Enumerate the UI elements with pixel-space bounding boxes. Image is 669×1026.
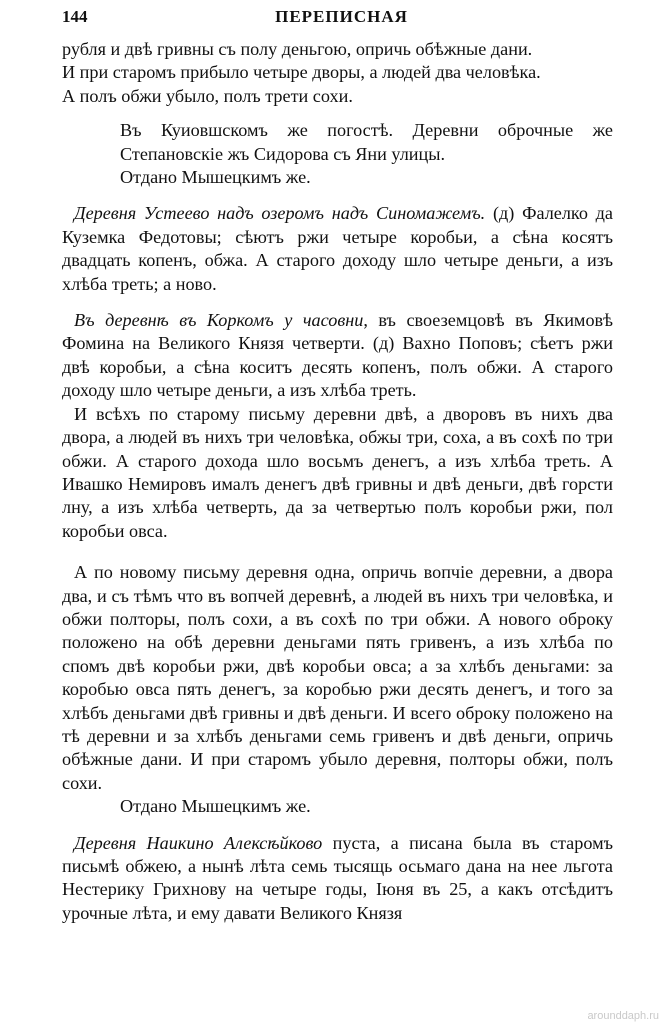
- running-title: ПЕРЕПИСНАЯ: [275, 7, 408, 26]
- paragraph: А по новому письму деревня одна, опричь вопчіе деревни, а двора два, и съ тѣмъ что въ вопчей деревнѣ, а людей въ нихъ три человѣка, и обжи полторы, полъ сохи, а въ сохѣ по три обжи. А нового оброку положено на обѣ деревни деньгами пять гривенъ, а изъ хлѣба по спомъ двѣ коробьи ржи, двѣ коробьи овса; а за хлѣбъ деньгами: за коробью овса пять денегъ, за коробью ржи десять денегъ, и того за хлѣбъ деньгами двѣ гривны и двѣ деньги. И всего оброку положено на тѣ деревни и за хлѣбъ деньгами семь гривенъ и двѣ деньги, опричь обѣжные дани. И при старомъ убыло деревня, полторы обжи, полъ сохи.: [62, 562, 613, 793]
- page-body: [62, 38, 613, 925]
- section-heading: Отдано Мышецкимъ же.: [120, 167, 311, 188]
- section-heading: Отдано Мышецкимъ же.: [120, 796, 311, 817]
- paragraph-text: , въ своеземцовѣ въ Якимовѣ Фомина на Великого Князя четверти. (д) Вахно Поповъ; сѣетъ ржи двѣ коробьи, а сѣна коситъ десять копенъ, полъ обжи. А старого доходу шло четыре деньги, а изъ хлѣба треть.: [62, 310, 613, 401]
- paragraph: [62, 202, 613, 296]
- paragraph: [62, 309, 613, 403]
- watermark: arounddaph.ru: [587, 1010, 659, 1022]
- village-name: Въ деревнѣ въ Коркомъ у часовни: [74, 310, 364, 331]
- text-line: рубля и двѣ гривны съ полу деньгою, опричь обѣжные дани.: [62, 39, 533, 59]
- text-line: И при старомъ прибыло четыре дворы, а людей два человѣка.: [62, 62, 541, 83]
- section-note: Въ Куиовшскомъ же погостѣ. Деревни оброчные же Степановскіе жъ Сидорова съ Яни улицы.: [120, 120, 613, 164]
- paragraph-text: пуста, а писана была въ старомъ письмѣ обжею, а нынѣ лѣта семь тысящь осьмаго дана на нее льгота Нестерику Грихнову на четыре годы, Іюня въ 25, а какъ отсѣдитъ урочные лѣта, и ему давати Великого Князя: [62, 832, 613, 923]
- text-line: А полъ обжи убыло, полъ трети сохи.: [62, 85, 353, 106]
- page-number: 144: [62, 7, 88, 26]
- village-name: Деревня Наикино Алексѣйково: [74, 832, 323, 853]
- village-name: Деревня Устеево надъ озеромъ надъ Синомажемъ.: [74, 203, 486, 224]
- page-header: [62, 4, 621, 30]
- paragraph: И всѣхъ по старому письму деревни двѣ, а дворовъ въ нихъ два двора, а людей въ нихъ три человѣка, обжы три, соха, а въ сохѣ по три обжи. А старого дохода шло восьмъ денегъ, а изъ хлѣба треть. А Ивашко Немировъ ималъ денегъ двѣ гривны и двѣ деньги, двѣ горсти лну, а изъ хлѣба четверть, да за четвертью полъ коробьи ржи, пол коробьи овса.: [62, 403, 613, 541]
- paragraph-text: (д) Фалелко да Куземка Федотовы; сѣютъ ржи четыре коробьи, а сѣна косятъ двадцать копенъ, обжа. А старого доходу шло четыре деньги, а изъ хлѣба треть; а ново.: [62, 203, 613, 294]
- paragraph: [62, 832, 613, 926]
